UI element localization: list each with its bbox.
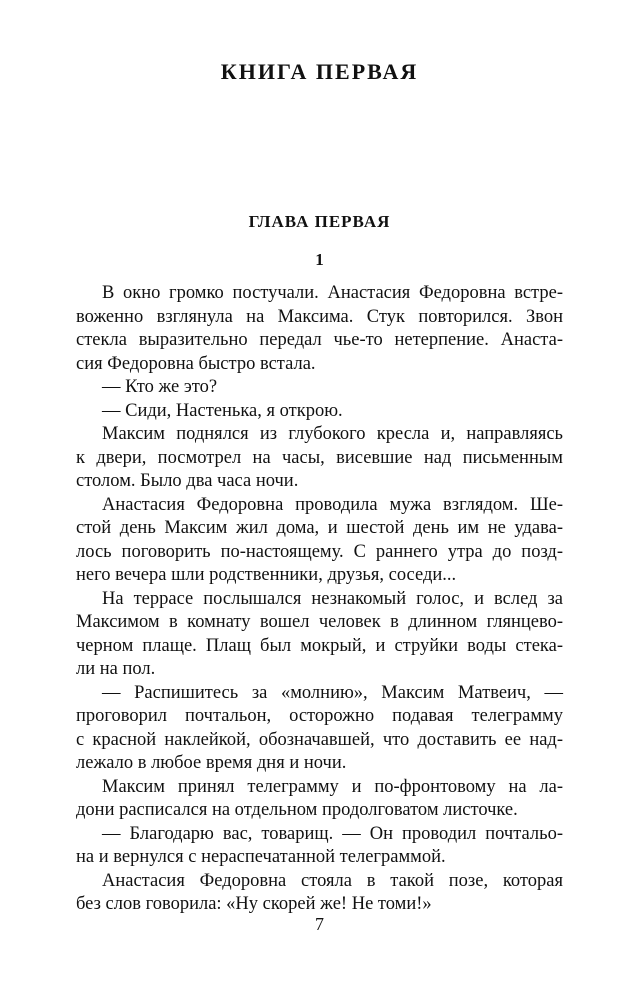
text-line: сия Федоровна быстро встала.	[76, 353, 316, 374]
text-line: стой день Максим жил дома, и шестой день им не удава-	[76, 518, 563, 538]
text-line: лось поговорить по-настоящему. С раннего утра до позд-	[76, 541, 563, 562]
section-number: 1	[315, 250, 324, 269]
text-line: — Кто же это?	[102, 377, 218, 397]
text-line: на и вернулся с нераспечатанной телеграммой.	[76, 847, 446, 867]
text-line: Максим поднялся из глубокого кресла и, направляясь	[102, 424, 563, 444]
text-line: черном плаще. Плащ был мокрый, и струйки воды стека-	[76, 635, 563, 656]
text-line: стекла выразительно передал чье-то нетерпение. Анаста-	[76, 330, 563, 350]
text-line: — Благодарю вас, товарищ. — Он проводил почтальо-	[102, 823, 563, 844]
text-line: — Распишитесь за «молнию», Максим Матвеич, —	[102, 682, 563, 703]
page-number: 7	[315, 914, 324, 934]
text-line: воженно взглянула на Максима. Стук повторился. Звон	[76, 306, 563, 327]
text-line: Анастасия Федоровна проводила мужа взглядом. Ше-	[102, 494, 563, 515]
text-line: лежало в любое время дня и ночи.	[76, 753, 347, 773]
text-line: ли на пол.	[76, 659, 156, 679]
text-line: столом. Было два часа ночи.	[76, 471, 299, 491]
text-line: На террасе послышался незнакомый голос, и вслед за	[102, 588, 563, 609]
text-line: Анастасия Федоровна стояла в такой позе, которая	[102, 870, 563, 891]
text-line: к двери, посмотрел на часы, висевшие над письменным	[76, 447, 563, 468]
text-line: с красной наклейкой, обозначавшей, что доставить ее над-	[76, 729, 563, 750]
text-line: Максимом в комнату вошел человек в длинном глянцево-	[76, 612, 563, 632]
book-title: КНИГА ПЕРВАЯ	[220, 59, 419, 84]
text-line: дони расписался на отдельном продолговатом листочке.	[76, 800, 518, 820]
text-line: него вечера шли родственники, друзья, соседи...	[76, 565, 457, 585]
chapter-title: ГЛАВА ПЕРВАЯ	[248, 212, 391, 231]
text-line: проговорил почтальон, осторожно подавая телеграмму	[76, 706, 563, 726]
text-line: В окно громко постучали. Анастасия Федоровна встре-	[102, 283, 563, 303]
text-line: — Сиди, Настенька, я открою.	[102, 400, 343, 421]
text-line: Максим принял телеграмму и по-фронтовому на ла-	[102, 776, 563, 797]
body-text	[76, 282, 563, 917]
text-line: без слов говорила: «Ну скорей же! Не томи!»	[76, 894, 432, 914]
